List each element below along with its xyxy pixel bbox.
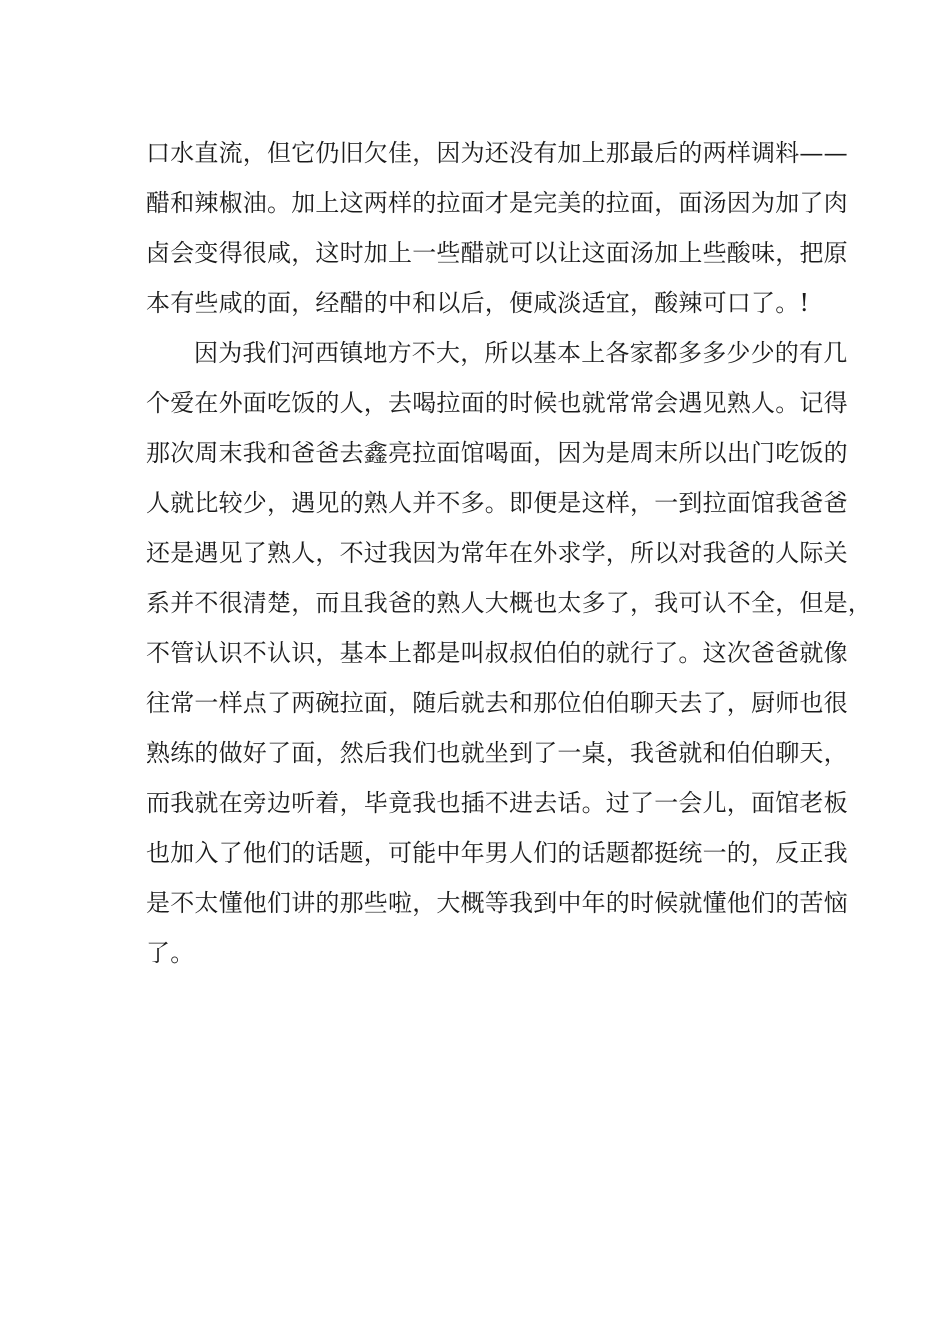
body-text: [146, 128, 872, 978]
paragraph-1: [146, 128, 848, 328]
text-line: 也加入了他们的话题，可能中年男人们的话题都挺统一的，反正我: [146, 839, 848, 867]
text-line: 系并不很清楚，而且我爸的熟人大概也太多了，我可认不全，但是，: [146, 589, 872, 617]
text-line: 是不太懂他们讲的那些啦，大概等我到中年的时候就懂他们的苦恼: [146, 889, 848, 917]
text-line: 往常一样点了两碗拉面，随后就去和那位伯伯聊天去了，厨师也很: [146, 689, 848, 717]
text-line: 因为我们河西镇地方不大，所以基本上各家都多多少少的有几: [194, 339, 848, 367]
text-line: 熟练的做好了面，然后我们也就坐到了一桌，我爸就和伯伯聊天，: [146, 739, 848, 767]
text-line: 那次周末我和爸爸去鑫亮拉面馆喝面，因为是周末所以出门吃饭的: [146, 439, 848, 467]
text-line: 卤会变得很咸，这时加上一些醋就可以让这面汤加上些酸味，把原: [146, 239, 848, 267]
text-line: 了。: [146, 939, 195, 967]
paragraph-2: [146, 328, 872, 978]
text-line: 还是遇见了熟人，不过我因为常年在外求学，所以对我爸的人际关: [146, 539, 848, 567]
text-line: 醋和辣椒油。加上这两样的拉面才是完美的拉面，面汤因为加了肉: [146, 189, 848, 217]
text-line: 人就比较少，遇见的熟人并不多。即便是这样，一到拉面馆我爸爸: [146, 489, 848, 517]
text-line: 不管认识不认识，基本上都是叫叔叔伯伯的就行了。这次爸爸就像: [146, 639, 848, 667]
text-line: 个爱在外面吃饭的人，去喝拉面的时候也就常常会遇见熟人。记得: [146, 389, 848, 417]
text-line: 口水直流，但它仍旧欠佳，因为还没有加上那最后的两样调料——: [146, 139, 848, 167]
text-line: 本有些咸的面，经醋的中和以后，便咸淡适宜，酸辣可口了。!: [146, 289, 810, 317]
text-line: 而我就在旁边听着，毕竟我也插不进去话。过了一会儿，面馆老板: [146, 789, 848, 817]
